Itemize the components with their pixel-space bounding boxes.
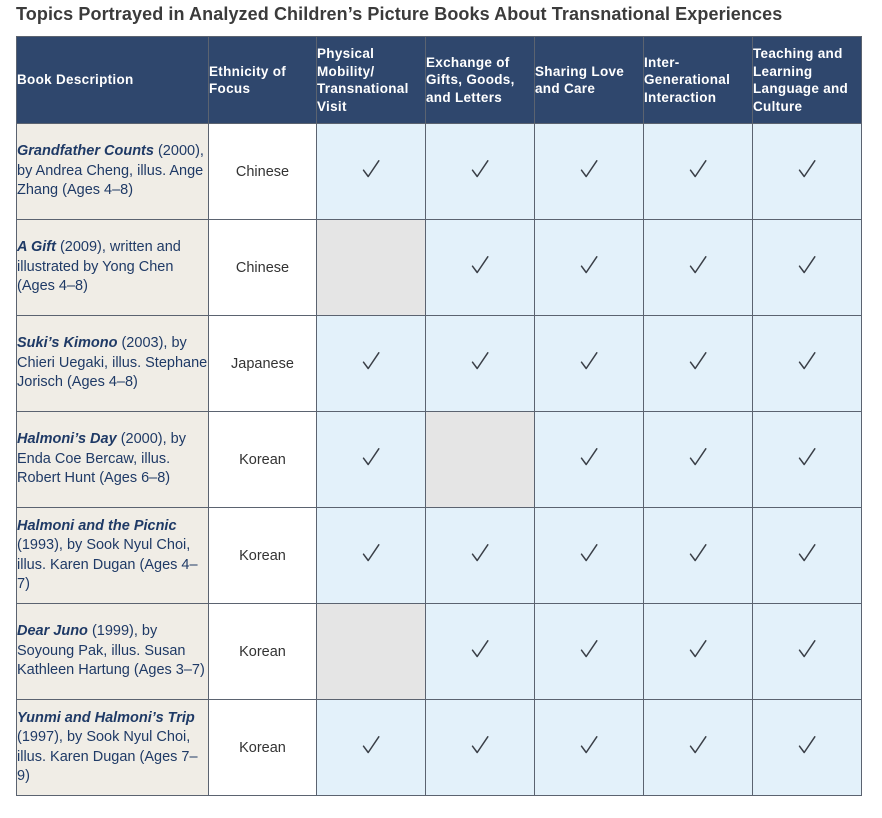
check-mark-icon <box>470 351 490 371</box>
topic-cell-intergenerational <box>644 700 753 796</box>
header-exchange-gifts: Exchange of Gifts, Goods, and Letters <box>426 37 535 124</box>
check-mark-icon <box>470 255 490 275</box>
topic-cell-teaching-learning <box>753 700 862 796</box>
topic-cell-teaching-learning <box>753 316 862 412</box>
topic-cell-teaching-learning <box>753 604 862 700</box>
topic-cell-sharing-love <box>535 412 644 508</box>
table-body <box>17 124 862 796</box>
topic-cell-sharing-love <box>535 700 644 796</box>
topic-cell-teaching-learning <box>753 124 862 220</box>
table-row <box>17 508 862 604</box>
topic-cell-physical-mobility <box>317 700 426 796</box>
topic-cell-exchange-gifts <box>426 508 535 604</box>
check-mark-icon <box>797 735 817 755</box>
header-row <box>17 37 862 124</box>
topic-cell-physical-mobility <box>317 412 426 508</box>
ethnicity-cell: Chinese <box>209 220 317 316</box>
book-details: (2000), by Andrea Cheng, illus. Ange Zhang (Ages 4–8) <box>17 143 204 199</box>
topic-cell-physical-mobility <box>317 508 426 604</box>
check-mark-icon <box>579 543 599 563</box>
ethnicity-cell: Japanese <box>209 316 317 412</box>
ethnicity-cell: Korean <box>209 700 317 796</box>
book-details: (1999), by Soyoung Pak, illus. Susan Kathleen Hartung (Ages 3–7) <box>17 623 205 679</box>
check-mark-icon <box>797 543 817 563</box>
check-mark-icon <box>579 735 599 755</box>
book-details: (1993), by Sook Nyul Choi, illus. Karen Dugan (Ages 4–7) <box>17 537 198 592</box>
table-row <box>17 604 862 700</box>
topic-cell-physical-mobility <box>317 604 426 700</box>
book-description-cell <box>17 124 209 220</box>
topic-cell-teaching-learning <box>753 220 862 316</box>
ethnicity-cell: Korean <box>209 412 317 508</box>
topic-cell-exchange-gifts <box>426 316 535 412</box>
check-mark-icon <box>470 543 490 563</box>
book-title: Suki’s Kimono <box>17 335 118 352</box>
check-mark-icon <box>470 639 490 659</box>
topic-cell-intergenerational <box>644 220 753 316</box>
check-mark-icon <box>797 639 817 659</box>
book-title: Halmoni and the Picnic <box>17 517 177 534</box>
book-title: A Gift <box>17 239 56 256</box>
table-row <box>17 412 862 508</box>
topic-cell-exchange-gifts <box>426 124 535 220</box>
check-mark-icon <box>688 351 708 371</box>
header-ethnicity: Ethnicity of Focus <box>209 37 317 124</box>
topic-cell-physical-mobility <box>317 220 426 316</box>
topic-cell-exchange-gifts <box>426 700 535 796</box>
topic-cell-exchange-gifts <box>426 220 535 316</box>
check-mark-icon <box>579 159 599 179</box>
check-mark-icon <box>361 351 381 371</box>
topic-cell-physical-mobility <box>317 124 426 220</box>
check-mark-icon <box>797 255 817 275</box>
check-mark-icon <box>688 447 708 467</box>
check-mark-icon <box>579 255 599 275</box>
table-row <box>17 124 862 220</box>
topic-cell-intergenerational <box>644 124 753 220</box>
table-row <box>17 316 862 412</box>
check-mark-icon <box>688 639 708 659</box>
ethnicity-cell: Chinese <box>209 124 317 220</box>
check-mark-icon <box>579 351 599 371</box>
check-mark-icon <box>361 447 381 467</box>
topic-cell-physical-mobility <box>317 316 426 412</box>
book-details: (2009), written and illustrated by Yong Chen (Ages 4–8) <box>17 239 181 295</box>
check-mark-icon <box>579 639 599 659</box>
header-intergenerational: Inter-Generational Interaction <box>644 37 753 124</box>
book-details: (1997), by Sook Nyul Choi, illus. Karen Dugan (Ages 7–9) <box>17 729 198 784</box>
book-title: Yunmi and Halmoni’s Trip <box>17 709 195 726</box>
topic-cell-exchange-gifts <box>426 412 535 508</box>
book-description-cell <box>17 316 209 412</box>
check-mark-icon <box>797 447 817 467</box>
ethnicity-cell: Korean <box>209 604 317 700</box>
check-mark-icon <box>797 159 817 179</box>
topic-cell-intergenerational <box>644 412 753 508</box>
check-mark-icon <box>361 735 381 755</box>
header-physical-mobility: Physical Mobility/ Transnational Visit <box>317 37 426 124</box>
book-description-cell <box>17 508 209 604</box>
header-book-description: Book Description <box>17 37 209 124</box>
check-mark-icon <box>361 159 381 179</box>
book-title: Grandfather Counts <box>17 143 154 160</box>
book-title: Dear Juno <box>17 623 88 640</box>
check-mark-icon <box>361 543 381 563</box>
topic-cell-sharing-love <box>535 508 644 604</box>
topic-cell-teaching-learning <box>753 412 862 508</box>
ethnicity-cell: Korean <box>209 508 317 604</box>
topics-table <box>16 36 862 796</box>
book-description-cell <box>17 700 209 796</box>
table-row <box>17 220 862 316</box>
topic-cell-sharing-love <box>535 220 644 316</box>
topic-cell-sharing-love <box>535 124 644 220</box>
topic-cell-sharing-love <box>535 604 644 700</box>
topic-cell-intergenerational <box>644 316 753 412</box>
check-mark-icon <box>688 543 708 563</box>
topic-cell-intergenerational <box>644 508 753 604</box>
table-title: Topics Portrayed in Analyzed Children’s Picture Books About Transnational Experiences <box>16 4 783 24</box>
check-mark-icon <box>470 735 490 755</box>
book-description-cell <box>17 604 209 700</box>
topic-cell-teaching-learning <box>753 508 862 604</box>
book-details: (2000), by Enda Coe Bercaw, illus. Robert Hunt (Ages 6–8) <box>17 431 186 487</box>
book-title: Halmoni’s Day <box>17 431 117 448</box>
check-mark-icon <box>797 351 817 371</box>
check-mark-icon <box>688 735 708 755</box>
book-description-cell <box>17 412 209 508</box>
check-mark-icon <box>579 447 599 467</box>
book-details: (2003), by Chieri Uegaki, illus. Stephane Jorisch (Ages 4–8) <box>17 335 208 391</box>
topic-cell-intergenerational <box>644 604 753 700</box>
book-description-cell <box>17 220 209 316</box>
check-mark-icon <box>688 159 708 179</box>
topic-cell-exchange-gifts <box>426 604 535 700</box>
header-sharing-love: Sharing Love and Care <box>535 37 644 124</box>
check-mark-icon <box>470 159 490 179</box>
check-mark-icon <box>688 255 708 275</box>
topic-cell-sharing-love <box>535 316 644 412</box>
table-row <box>17 700 862 796</box>
header-teaching-learning: Teaching and Learning Language and Culture <box>753 37 862 124</box>
